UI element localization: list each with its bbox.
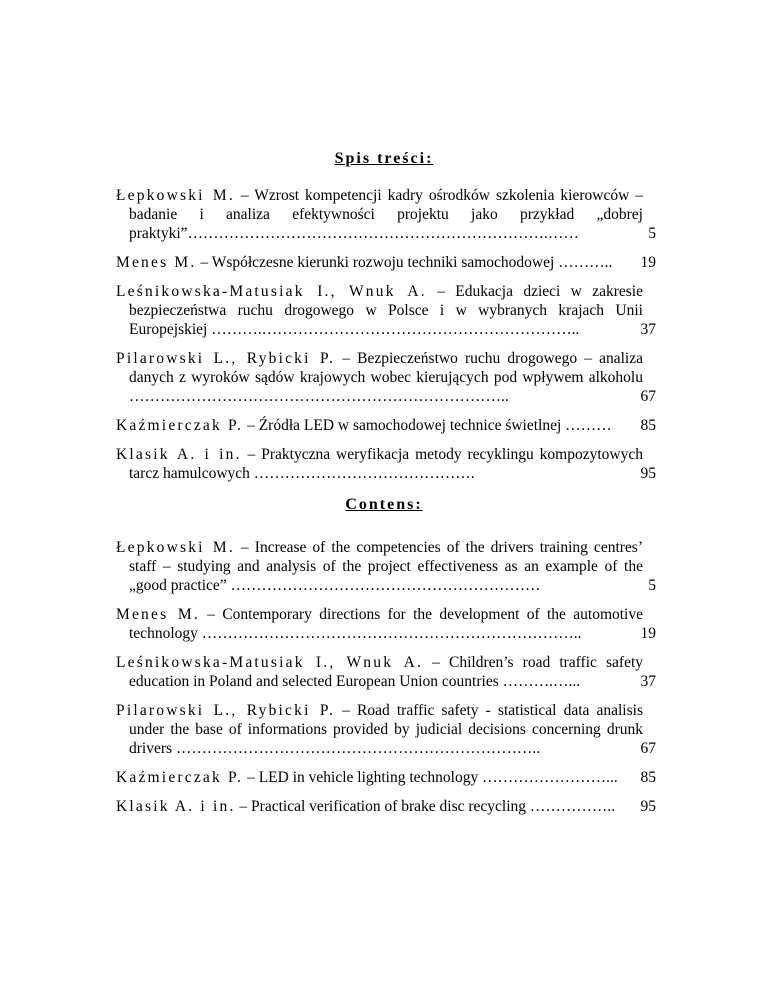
entry-author: Pilarowski L., Rybicki P. xyxy=(116,350,336,367)
toc-entry[interactable] xyxy=(116,349,656,406)
english-contents-heading: Contens: xyxy=(345,496,423,513)
toc-entry[interactable] xyxy=(116,768,656,787)
toc-entry[interactable] xyxy=(116,701,656,758)
entry-author: Pilarowski L., Rybicki P. xyxy=(116,702,336,719)
entry-author: Klasik A. i in. xyxy=(116,446,242,463)
entry-page-number: 19 xyxy=(640,625,656,642)
entry-title: – Bezpieczeństwo ruchu drogowego – analiza danych z wyroków sądów krajowych wobec kierujących pod wpływem alkoholu ……………………………………………………………….. xyxy=(129,350,643,405)
entry-page-number: 5 xyxy=(648,577,656,594)
entry-author: Leśnikowska-Matusiak I., Wnuk A. xyxy=(116,654,424,671)
entry-author: Łepkowski M. xyxy=(116,539,235,556)
toc-entry[interactable] xyxy=(116,186,656,243)
toc-entry[interactable] xyxy=(116,653,656,691)
entry-author: Leśnikowska-Matusiak I., Wnuk A. xyxy=(116,283,427,300)
entry-author: Kaźmierczak P. xyxy=(116,417,244,434)
entry-title: – Children’s road traffic safety education in Poland and selected European Union countries ……….…... xyxy=(129,654,643,690)
entry-page-number: 95 xyxy=(640,465,656,482)
toc-entry[interactable] xyxy=(116,797,656,816)
entry-page-number: 67 xyxy=(640,388,656,405)
entry-page-number: 85 xyxy=(640,417,656,434)
entry-title: – Wzrost kompetencji kadry ośrodków szkolenia kierowców – badanie i analiza efektywności projektu jako przykład „dobrej praktyki”…………………………………………………………….…… xyxy=(129,187,644,242)
entry-author: Menes M. xyxy=(116,606,200,623)
entry-author: Kaźmierczak P. xyxy=(116,769,244,786)
toc-entry[interactable] xyxy=(116,605,656,643)
toc-entry[interactable] xyxy=(116,445,656,483)
entry-page-number: 85 xyxy=(640,769,656,786)
entry-title: – Contemporary directions for the development of the automotive technology ……………………………………………………………….. xyxy=(129,606,643,642)
toc-entry[interactable] xyxy=(116,538,656,595)
polish-contents-list xyxy=(116,186,656,493)
entry-title: – LED in vehicle lighting technology ……………………... xyxy=(243,769,618,786)
entry-title: – Praktyczna weryfikacja metody recyklingu kompozytowych tarcz hamulcowych ……………………………………. xyxy=(129,446,643,482)
toc-entry[interactable] xyxy=(116,253,656,272)
entry-title: – Współczesne kierunki rozwoju techniki samochodowej ……….. xyxy=(196,254,613,271)
entry-page-number: 95 xyxy=(640,798,656,815)
entry-page-number: 19 xyxy=(640,254,656,271)
entry-title: – Road traffic safety - statistical data analisis under the base of informations provided by judicial decisions concerning drunk drivers …………………………………………………………….. xyxy=(129,702,643,757)
entry-author: Klasik A. i in. xyxy=(116,798,236,815)
entry-title: – Edukacja dzieci w zakresie bezpieczeństwa ruchu drogowego w Polsce i w wybranych krajach Unii Europejskiej ……….…………………………………………………….. xyxy=(129,283,643,338)
entry-title: – Increase of the competencies of the drivers training centres’ staff – studying and analysis of the project effectiveness as an example of the „good practice” …………………………………………………… xyxy=(129,539,643,594)
entry-page-number: 37 xyxy=(640,321,656,338)
toc-entry[interactable] xyxy=(116,416,656,435)
toc-entry[interactable] xyxy=(116,282,656,339)
entry-page-number: 37 xyxy=(640,673,656,690)
english-contents-list xyxy=(116,538,656,826)
entry-author: Łepkowski M. xyxy=(116,187,235,204)
entry-page-number: 67 xyxy=(640,740,656,757)
entry-title: – Źródła LED w samochodowej technice świetlnej ……… xyxy=(243,417,612,434)
entry-title: – Practical verification of brake disc recycling …………….. xyxy=(235,798,616,815)
entry-page-number: 5 xyxy=(648,225,656,242)
polish-contents-heading: Spis treści: xyxy=(334,150,434,167)
entry-author: Menes M. xyxy=(116,254,197,271)
